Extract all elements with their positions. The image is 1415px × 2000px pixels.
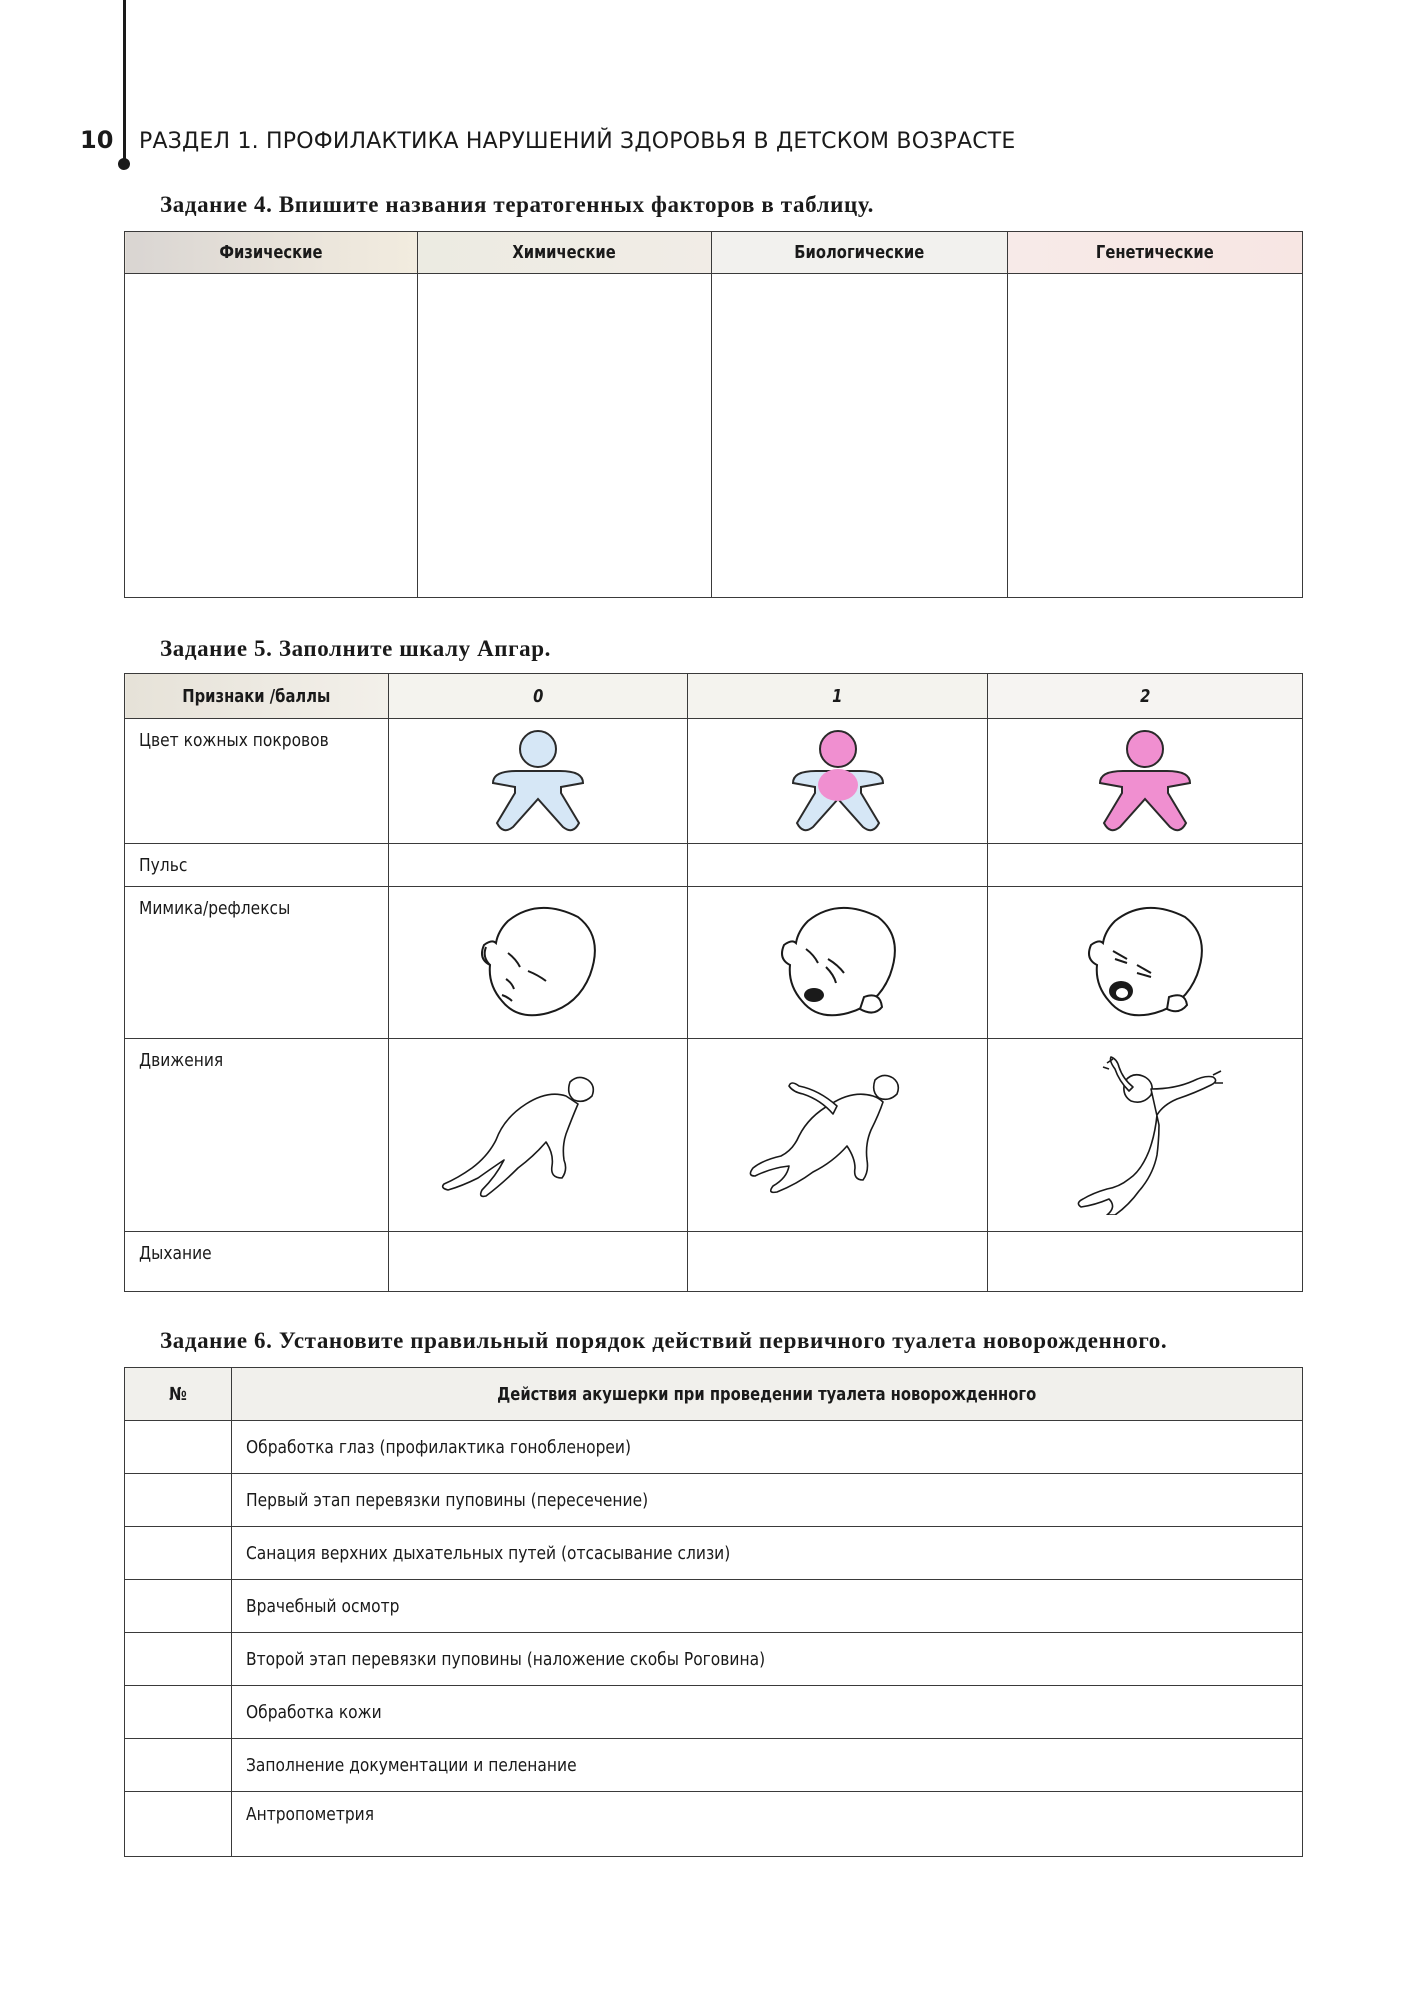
- baby-figure-pink-torso-icon: [783, 727, 893, 835]
- table-row: [125, 1232, 1303, 1292]
- answer-cell[interactable]: [688, 1232, 988, 1292]
- face-crying-cell: [988, 887, 1303, 1039]
- action-cell: Обработка кожи: [232, 1686, 1303, 1739]
- answer-cell[interactable]: [389, 844, 688, 887]
- skin-blue-cell: [389, 719, 688, 844]
- baby-face-calm-icon: [468, 901, 608, 1025]
- column-header: Химические: [418, 232, 712, 274]
- baby-figure-pink-icon: [1090, 727, 1200, 835]
- order-number-cell[interactable]: [125, 1686, 232, 1739]
- order-number-cell[interactable]: [125, 1633, 232, 1686]
- answer-cell[interactable]: [988, 1232, 1303, 1292]
- table-row: [125, 1039, 1303, 1232]
- column-header: Генетические: [1008, 232, 1303, 274]
- baby-face-grimace-icon: [768, 901, 908, 1025]
- action-cell: Второй этап перевязки пуповины (наложение скобы Роговина): [232, 1633, 1303, 1686]
- running-title: РАЗДЕЛ 1. ПРОФИЛАКТИКА НАРУШЕНИЙ ЗДОРОВЬЯ В ДЕТСКОМ ВОЗРАСТЕ: [139, 129, 1016, 154]
- action-cell: Антропометрия: [232, 1792, 1303, 1857]
- table-row: [125, 1633, 1303, 1686]
- answer-cell[interactable]: [1008, 274, 1303, 598]
- table-row: [125, 1474, 1303, 1527]
- table-header-row: [125, 1368, 1303, 1421]
- page-number: 10: [80, 126, 114, 154]
- table-header-row: [125, 232, 1303, 274]
- table-row: [125, 1792, 1303, 1857]
- row-label: Пульс: [125, 844, 389, 887]
- column-header: 1: [688, 674, 988, 719]
- movement-flexed-cell: [688, 1039, 988, 1232]
- skin-pink-cell: [988, 719, 1303, 844]
- column-header: №: [125, 1368, 232, 1421]
- table-row: [125, 1739, 1303, 1792]
- action-cell: Первый этап перевязки пуповины (пересечение): [232, 1474, 1303, 1527]
- column-header: Биологические: [712, 232, 1008, 274]
- column-header: Действия акушерки при проведении туалета новорожденного: [232, 1368, 1303, 1421]
- order-number-cell[interactable]: [125, 1792, 232, 1857]
- column-header: 2: [988, 674, 1303, 719]
- answer-cell[interactable]: [125, 274, 418, 598]
- table-header-row: [125, 674, 1303, 719]
- table-row: [125, 1421, 1303, 1474]
- column-header: Физические: [125, 232, 418, 274]
- row-label: Движения: [125, 1039, 389, 1232]
- task6-title: Задание 6. Установите правильный порядок действий первичного туалета новорожденного.: [160, 1328, 1168, 1353]
- baby-face-crying-icon: [1075, 901, 1215, 1025]
- margin-rule: [123, 0, 126, 162]
- newborn-toilet-table: [124, 1367, 1303, 1857]
- baby-limp-icon: [438, 1060, 638, 1210]
- column-header: 0: [389, 674, 688, 719]
- row-label: Цвет кожных покровов: [125, 719, 389, 844]
- apgar-table: [124, 673, 1303, 1292]
- movement-active-cell: [988, 1039, 1303, 1232]
- action-cell: Обработка глаз (профилактика гонобленореи): [232, 1421, 1303, 1474]
- table-row: [125, 1527, 1303, 1580]
- order-number-cell[interactable]: [125, 1474, 232, 1527]
- answer-cell[interactable]: [712, 274, 1008, 598]
- margin-rule-dot: [118, 158, 130, 170]
- baby-active-icon: [1045, 1055, 1245, 1215]
- row-label: Мимика/рефлексы: [125, 887, 389, 1039]
- table-row: [125, 274, 1303, 598]
- answer-cell[interactable]: [389, 1232, 688, 1292]
- task4-title: Задание 4. Впишите названия тератогенных факторов в таблицу.: [160, 192, 874, 217]
- task5-title: Задание 5. Заполните шкалу Апгар.: [160, 636, 552, 661]
- face-grimace-cell: [688, 887, 988, 1039]
- order-number-cell[interactable]: [125, 1580, 232, 1633]
- answer-cell[interactable]: [988, 844, 1303, 887]
- face-calm-cell: [389, 887, 688, 1039]
- order-number-cell[interactable]: [125, 1739, 232, 1792]
- action-cell: Врачебный осмотр: [232, 1580, 1303, 1633]
- movement-limp-cell: [389, 1039, 688, 1232]
- table-row: [125, 719, 1303, 844]
- answer-cell[interactable]: [418, 274, 712, 598]
- action-cell: Заполнение документации и пеленание: [232, 1739, 1303, 1792]
- table-row: [125, 887, 1303, 1039]
- table-row: [125, 1580, 1303, 1633]
- action-cell: Санация верхних дыхательных путей (отсасывание слизи): [232, 1527, 1303, 1580]
- table-row: [125, 1686, 1303, 1739]
- order-number-cell[interactable]: [125, 1421, 232, 1474]
- teratogen-table: [124, 231, 1303, 598]
- answer-cell[interactable]: [688, 844, 988, 887]
- baby-figure-blue-icon: [483, 727, 593, 835]
- skin-mixed-cell: [688, 719, 988, 844]
- baby-flexed-icon: [733, 1060, 943, 1210]
- order-number-cell[interactable]: [125, 1527, 232, 1580]
- column-header: Признаки /баллы: [125, 674, 389, 719]
- row-label: Дыхание: [125, 1232, 389, 1292]
- table-row: [125, 844, 1303, 887]
